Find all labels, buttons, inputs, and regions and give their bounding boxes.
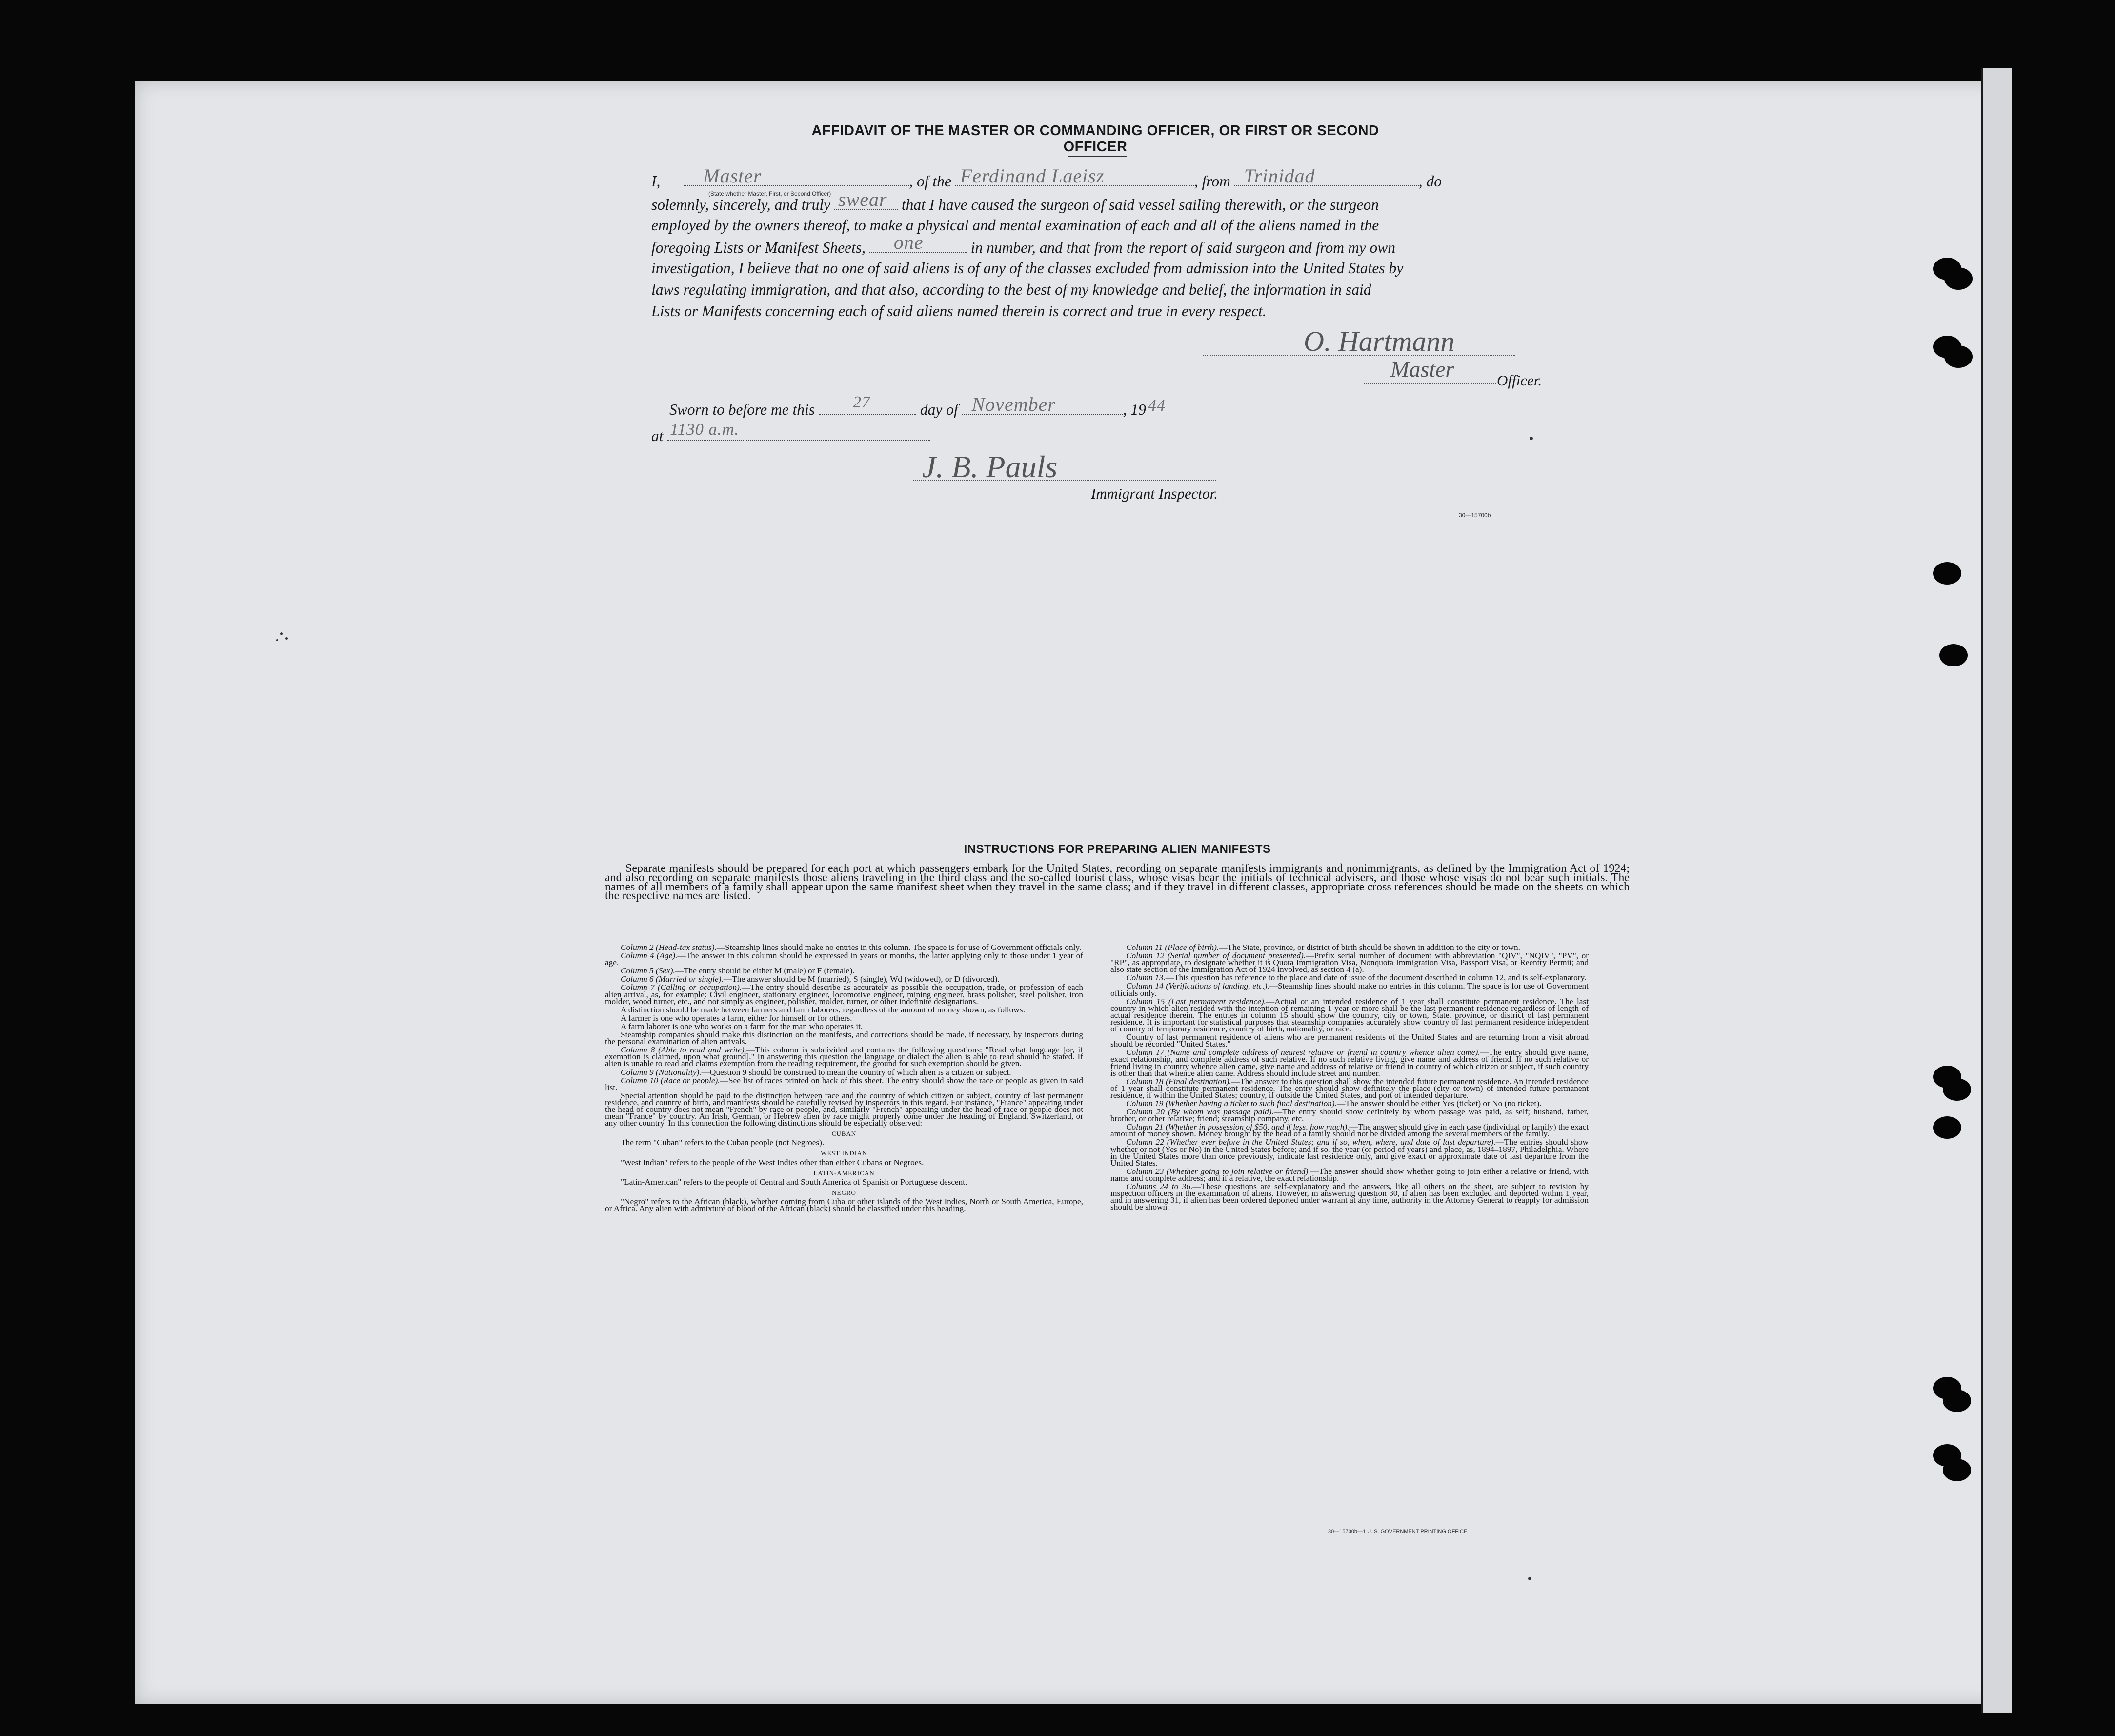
paragraph: Column 4 (Age).—The answer in this column should be expressed in years or months, the latter applying only to those under 1 year of age.: [605, 951, 1083, 968]
month-field: [962, 393, 1123, 415]
affidavit-line-1: [651, 165, 1550, 190]
oath-handwriting: swear: [838, 188, 887, 210]
paragraph: Column 5 (Sex).—The entry should be either M (male) or F (female).: [621, 966, 855, 976]
month-handwriting: November: [971, 393, 1056, 415]
paragraph: Special attention should be paid to the distinction between race and the country of which citizen or subject, country of last permanent residence, and country of birth, and manifests should be carefully revised by inspectors in this regard. For instance, "France" appearing under the head of country does not mean "French" by race or people, and, similarly "French" appearing under the head of race or people does not mean "France" by country. An Irish, German, or Hebrew alien by race might properly come under the heading of England, Switzerland, or any other country. In this connection the following distinctions should be especially observed:: [605, 1090, 1083, 1128]
paragraph: "Negro" refers to the African (black), whether coming from Cuba or other islands of the West Indies, North or South America, Europe, or Africa. Any alien with admixture of blood of the African (black) should be classified under this heading.: [605, 1196, 1083, 1213]
printing-office-footer: 30—15700b—1 U. S. GOVERNMENT PRINTING OFFICE: [1328, 1529, 1468, 1534]
text: , of the: [909, 173, 951, 190]
instructions-title: INSTRUCTIONS FOR PREPARING ALIEN MANIFESTS: [964, 843, 1271, 856]
text: Sworn to before me this: [669, 401, 815, 418]
punch-hole: [1933, 1116, 1961, 1139]
punch-hole: [1943, 1078, 1971, 1101]
speck: [1528, 1577, 1531, 1580]
speck: [1530, 437, 1533, 440]
west-indian-heading: WEST INDIAN: [821, 1150, 867, 1157]
paragraph: Column 17 (Name and complete address of nearest relative or friend in country whence alien came).—The entry should give name, exact relationship, and complete address of such relative. If no such relative living, give name and address of friend. If no such relative or friend living in country whence alien came, give name and address of relative or friend in country of which citizen or subject, if such country is other than that whence alien came. Address should include street and number.: [1110, 1048, 1589, 1078]
text: I,: [651, 173, 661, 190]
paragraph: Column 23 (Whether going to join relative or friend).—The answer should show whether going to join either a relative or friend, with name and complete address; and if a relative, the exact relationship.: [1110, 1166, 1589, 1183]
officer-line: [1364, 383, 1496, 384]
paragraph: A distinction should be made between farmers and farm laborers, regardless of the amount of money shown, as follows:: [621, 1005, 1026, 1014]
paragraph: The term "Cuban" refers to the Cuban people (not Negroes).: [621, 1138, 825, 1148]
state-note: (State whether Master, First, or Second Officer): [708, 190, 831, 197]
oath-field: [834, 188, 898, 210]
paragraph: Column 19 (Whether having a ticket to such final destination).—The answer should be either Yes (ticket) or No (no ticket).: [1126, 1098, 1542, 1108]
inspector-signature: J. B. Pauls: [922, 449, 1058, 484]
title-rule: [1068, 156, 1127, 157]
punch-hole: [1933, 562, 1961, 585]
count-handwriting: one: [893, 231, 924, 253]
text: solemnly, sincerely, and truly: [651, 196, 831, 213]
affidavit-line-5: investigation, I believe that no one of said aliens is of any of the classes excluded from admission into the United States by: [651, 260, 1404, 277]
paragraph: Column 20 (By whom was passage paid).—The entry should show definitely by whom passage was paid, as self; husband, father, brother, or other relative; friend; steamship company, etc.: [1110, 1107, 1589, 1124]
latin-american-heading: LATIN-AMERICAN: [813, 1169, 875, 1177]
inspector-line: [913, 480, 1216, 481]
sheet-edge: [1981, 68, 2012, 1713]
at-label: at: [651, 427, 664, 444]
paragraph: Column 9 (Nationality).—Question 9 should be construed to mean the country of which alien is a citizen or subject.: [621, 1067, 1011, 1077]
paragraph: Column 6 (Married or single).—The answer should be M (married), S (single), Wd (widowed), or D (divorced).: [621, 974, 1000, 984]
affidavit-line-7: Lists or Manifests concerning each of said aliens named therein is correct and true in every respect.: [651, 303, 1267, 320]
speck: [285, 637, 288, 640]
form-number: 30—15700b: [1459, 512, 1491, 519]
rank-field: [684, 165, 909, 187]
text: , from: [1194, 173, 1230, 190]
affidavit-line-3: employed by the owners thereof, to make a physical and mental examination of each and all of the aliens named in the: [651, 217, 1379, 234]
paragraph: A farmer is one who operates a farm, either for himself or for others.: [621, 1013, 852, 1023]
affidavit-title: AFFIDAVIT OF THE MASTER OR COMMANDING OFFICER, OR FIRST OR SECOND OFFICER: [811, 123, 1379, 155]
paragraph: Column 14 (Verifications of landing, etc.).—Steamship lines should make no entries in this column. The space is for use of Government officials only.: [1110, 981, 1589, 998]
paragraph: Column 15 (Last permanent residence).—Actual or an intended residence of 1 year shall constitute permanent residence. The last country in which alien resided with the intention of remaining 1 year or more shall be the last permanent residence regardless of length of actual residence therein. The entries in column 15 should show the country, city or town, State, province, or district of last permanent residence. It is important for statistical purposes that steamship companies accurately show country of last permanent residence independent of country of temporary residence, country of birth, nationality, or race.: [1110, 996, 1589, 1034]
speck: [280, 632, 283, 635]
officer-label: Officer.: [1497, 372, 1542, 389]
punch-hole: [1939, 644, 1968, 666]
count-field: [869, 231, 967, 253]
cuban-heading: CUBAN: [831, 1130, 857, 1138]
paragraph: A farm laborer is one who works on a farm for the man who operates it.: [621, 1021, 863, 1031]
master-signature: O. Hartmann: [1304, 325, 1455, 357]
affidavit-line-6: laws regulating immigration, and that also, according to the best of my knowledge and belief, the information in said: [651, 281, 1371, 298]
paragraph: Steamship companies should make this distinction on the manifests, and corrections should be made, if necessary, by inspectors during the personal examination of alien arrivals.: [605, 1030, 1083, 1047]
text: foregoing Lists or Manifest Sheets,: [651, 239, 866, 256]
text: , do: [1418, 173, 1442, 190]
inspector-label: Immigrant Inspector.: [1091, 485, 1218, 502]
punch-hole: [1944, 267, 1973, 290]
paragraph: Column 13.—This question has reference to the place and date of issue of the document described in column 12, and is self-explanatory.: [1126, 973, 1587, 983]
port-handwriting: Trinidad: [1244, 165, 1315, 187]
punch-hole: [1944, 345, 1973, 368]
paragraph: Country of last permanent residence of aliens who are permanent residents of the United States and are returning from a visit abroad should be recorded "United States.": [1110, 1032, 1589, 1049]
paragraph: "Latin-American" refers to the people of Central and South America of Spanish or Portuguese descent.: [621, 1177, 967, 1187]
officer-rank-handwriting: Master: [1390, 357, 1454, 382]
paragraph: Column 8 (Able to read and write).—This column is subdivided and contains the following questions: "Read what language [or, if exemption is claimed, upon what ground]." In answering this question the language or dialect the alien is able to read should be stated. If alien is unable to read and claims exemption from the reading requirement, the ground for such exemption should be given.: [605, 1045, 1083, 1069]
negro-heading: NEGRO: [832, 1189, 856, 1196]
vessel-handwriting: Ferdinand Laeisz: [960, 165, 1105, 187]
punch-hole: [1943, 1390, 1971, 1412]
instructions-left-column: [605, 944, 1083, 1213]
at-line: [651, 421, 993, 445]
rank-handwriting: Master: [703, 165, 762, 187]
paragraph: Column 11 (Place of birth).—The State, province, or district of birth should be shown in addition to the city or town.: [1126, 943, 1520, 952]
paragraph: Column 12 (Serial number of document presented).—Prefix serial number of document with abbreviation "QIV", "NQIV", "PV", or "RP", as appropriate, to designate whether it is Quota Immigration Visa, Nonquota Immigration Visa, Passport Visa, or Reentry Permit; and also state section of the Immigration Act of 1924 involved, as section 4 (a).: [1110, 951, 1589, 974]
affidavit-line-4: [651, 231, 1550, 257]
punch-hole: [1943, 1459, 1971, 1481]
port-field: [1234, 165, 1419, 187]
day-handwriting: 27: [852, 393, 870, 411]
paragraph: "West Indian" refers to the people of the West Indies other than either Cubans or Negroes.: [621, 1157, 924, 1167]
paragraph: Column 10 (Race or people).—See list of races printed on back of this sheet. The entry should show the race or people as given in said list.: [605, 1075, 1083, 1092]
speck: [276, 639, 278, 641]
day-field: [819, 393, 916, 415]
time-field: [667, 421, 930, 441]
year-handwriting: 44: [1148, 397, 1166, 415]
paragraph: Column 18 (Final destination).—The answer to this question shall show the intended future permanent residence. An intended residence of 1 year shall constitute permanent residence. The entry should show definitely the place (city or town) of intended future permanent residence, if within the United States; country, if outside the United States, and port of intended departure.: [1110, 1076, 1589, 1100]
text: in number, and that from the report of said surgeon and from my own: [970, 239, 1396, 256]
instructions-intro: Separate manifests should be prepared for each port at which passengers embark for the United States, recording on separate manifests immigrants and nonimmigrants, as defined by the Immigration Act of 1924; and also recording on separate manifests those aliens traveling in the third class and the so-called tourist class, whose visas bear the initials of technical advisers, and those whose visas do not bear such initials. The names of all members of a family shall appear upon the same manifest sheet when they travel in the same class; and if they travel in different classes, appropriate cross references should be made on the sheets on which the respective names are listed.: [605, 862, 1630, 903]
paragraph: Columns 24 to 36.—These questions are self-explanatory and the answers, like all others on the sheet, are subject to revision by inspection officers in the examination of aliens. However, in answering question 30, if alien has been excluded and deported within 1 year, and in answering 31, if alien has been ordered deported under warrant at any time, authority in the Attorney General to reapply for admission should be shown.: [1110, 1182, 1589, 1212]
sworn-line: [669, 393, 1352, 419]
text: day of: [920, 401, 958, 418]
instructions-right-column: [1110, 944, 1589, 1212]
vessel-field: [955, 165, 1194, 187]
paragraph: Column 21 (Whether in possession of $50, and if less, how much).—The answer should give in each case (individual or family) the exact amount of money shown. Money brought by the head of a family should not be divided among the several members of the family.: [1110, 1122, 1589, 1139]
paragraph: Column 2 (Head-tax status).—Steamship lines should make no entries in this column. The space is for use of Government officials only.: [621, 943, 1082, 952]
paragraph: Column 22 (Whether ever before in the United States; and if so, when, where, and date of last departure).—The entries should show whether or not (Yes or No) in the United States before; and if so, the year (or period of years) and place, as, 1894–1897, Philadelphia. Where in the United States more than once previously, indicate last residence only, and give exact or approximate date of last departure from the United States.: [1110, 1137, 1589, 1168]
paragraph: Column 7 (Calling or occupation).—The entry should describe as accurately as possible the occupation, trade, or profession of each alien arrival, as, for example: Civil engineer, stationary engineer, locomotive engineer, mining engineer, brass polisher, steel polisher, iron molder, wood turner, etc., and not simply as engineer, polisher, molder, turner, or other indefinite designations.: [605, 983, 1083, 1006]
text: that I have caused the surgeon of said vessel sailing therewith, or the surgeon: [901, 196, 1379, 213]
text: , 19: [1123, 401, 1146, 418]
time-handwriting: 1130 a.m.: [670, 421, 739, 439]
